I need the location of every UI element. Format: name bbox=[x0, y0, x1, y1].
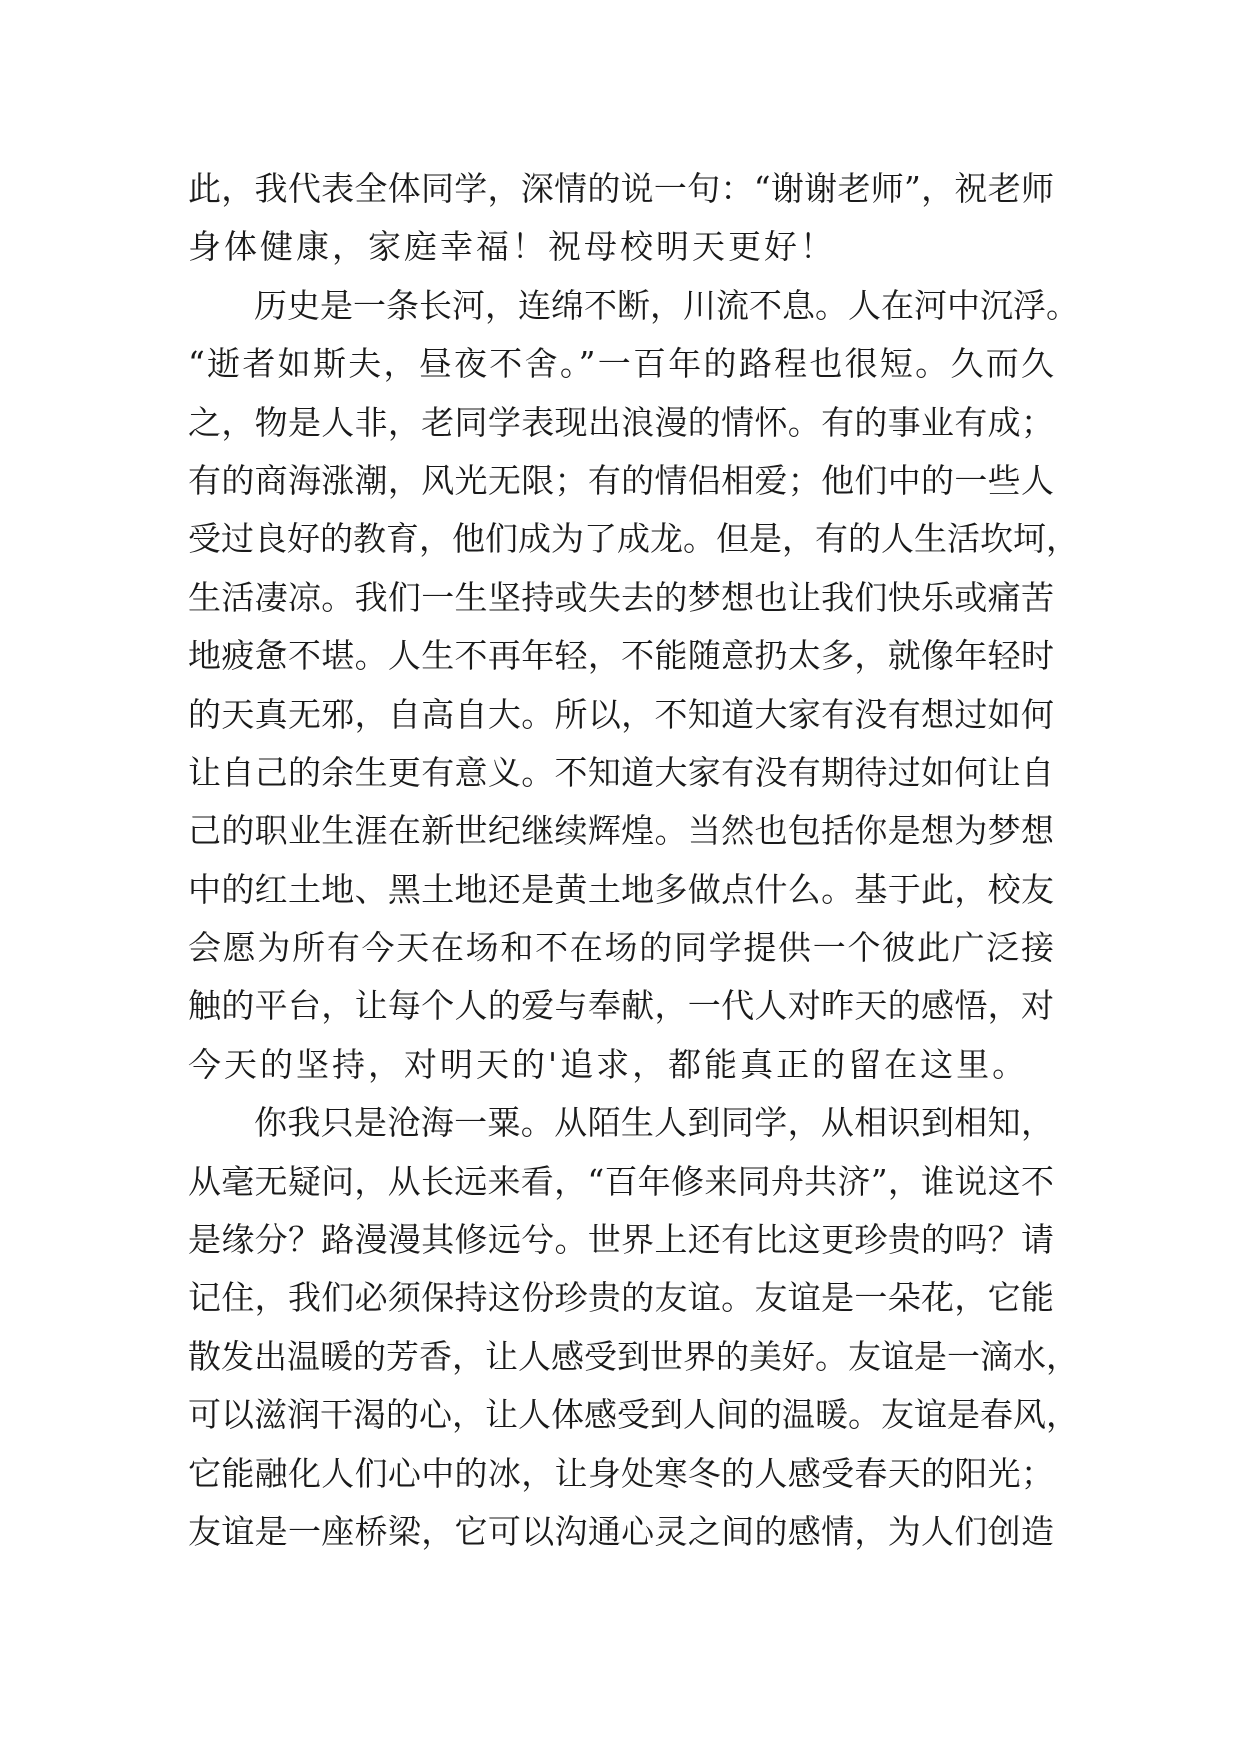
text-line: 有的商海涨潮，风光无限；有的情侣相爱；他们中的一些人 bbox=[188, 460, 1054, 500]
text-line: 散发出温暖的芳香，让人感受到世界的美好。友谊是一滴水， bbox=[188, 1336, 1079, 1376]
text-line: 友谊是一座桥梁，它可以沟通心灵之间的感情，为人们创造 bbox=[188, 1511, 1054, 1551]
text-line: 己的职业生涯在新世纪继续辉煌。当然也包括你是想为梦想 bbox=[188, 811, 1054, 851]
text-line: 中的红土地、黑土地还是黄土地多做点什么。基于此，校友 bbox=[188, 869, 1054, 909]
text-line: 可以滋润干渴的心，让人体感受到人间的温暖。友谊是春风， bbox=[188, 1395, 1079, 1435]
text-line: 生活凄凉。我们一生坚持或失去的梦想也让我们快乐或痛苦 bbox=[188, 577, 1054, 617]
text-line: 地疲惫不堪。人生不再年轻，不能随意扔太多，就像年轻时 bbox=[188, 636, 1054, 676]
text-line: 记住，我们必须保持这份珍贵的友谊。友谊是一朵花，它能 bbox=[188, 1278, 1054, 1318]
text-line: 让自己的余生更有意义。不知道大家有没有期待过如何让自 bbox=[188, 752, 1054, 792]
text-line: 触的平台，让每个人的爱与奉献，一代人对昨天的感悟，对 bbox=[188, 986, 1054, 1026]
text-line: 它能融化人们心中的冰，让身处寒冬的人感受春天的阳光； bbox=[188, 1453, 1054, 1493]
body-text bbox=[188, 160, 1079, 1561]
text-line: 的天真无邪，自高自大。所以，不知道大家有没有想过如何 bbox=[188, 694, 1054, 734]
text-line: 历史是一条长河，连绵不断，川流不息。人在河中沉浮。 bbox=[254, 285, 1079, 325]
text-line: 身体健康，家庭幸福！祝母校明天更好！ bbox=[188, 227, 836, 267]
text-line: 会愿为所有今天在场和不在场的同学提供一个彼此广泛接 bbox=[188, 928, 1054, 968]
text-line: 是缘分？路漫漫其修远兮。世界上还有比这更珍贵的吗？请 bbox=[188, 1220, 1054, 1260]
text-line: 从毫无疑问，从长远来看，“百年修来同舟共济”，谁说这不 bbox=[188, 1161, 1054, 1201]
text-line: 此，我代表全体同学，深情的说一句：“谢谢老师”，祝老师 bbox=[188, 169, 1054, 208]
text-line: 你我只是沧海一粟。从陌生人到同学，从相识到相知， bbox=[254, 1103, 1054, 1143]
text-line: 之，物是人非，老同学表现出浪漫的情怀。有的事业有成； bbox=[188, 402, 1054, 442]
text-line: “逝者如斯夫，昼夜不舍。”一百年的路程也很短。久而久 bbox=[188, 344, 1054, 384]
text-line: 受过良好的教育，他们成为了成龙。但是，有的人生活坎坷， bbox=[188, 519, 1079, 559]
text-line: 今天的坚持，对明天的'追求，都能真正的留在这里。 bbox=[188, 1044, 1029, 1084]
